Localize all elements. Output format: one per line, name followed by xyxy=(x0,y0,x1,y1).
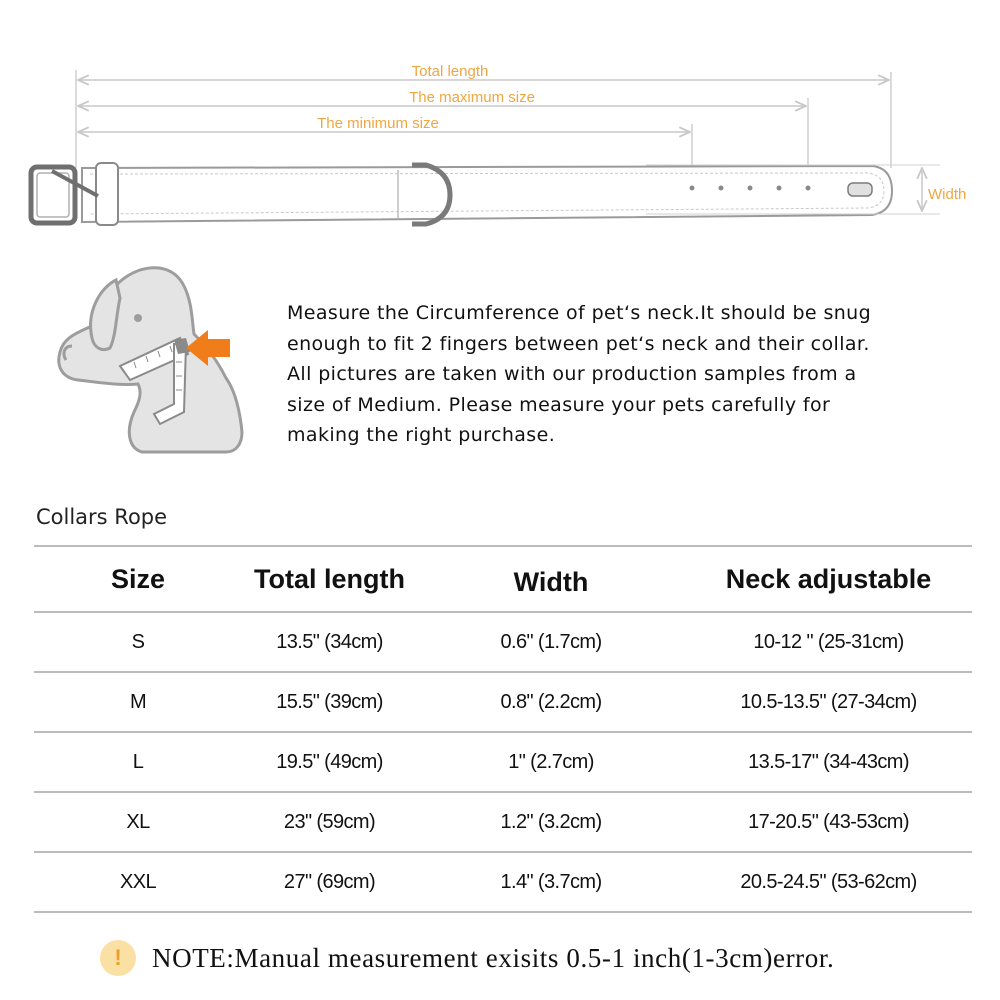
collar-illustration xyxy=(31,163,892,225)
minimum-size-label: The minimum size xyxy=(317,115,439,132)
collar-measurement-diagram xyxy=(0,0,1000,240)
instruction-line: All pictures are taken with our production samples from a xyxy=(287,363,857,385)
cell-width: 0.8" (2.2cm) xyxy=(417,672,685,732)
instruction-line: Measure the Circumference of pet‘s neck.It should be snug xyxy=(287,302,872,324)
cell-total-length: 15.5" (39cm) xyxy=(242,672,417,732)
table-header-row xyxy=(34,546,972,612)
cell-neck-adjustable: 10-12 " (25-31cm) xyxy=(685,612,972,672)
maximum-size-label: The maximum size xyxy=(409,89,535,106)
exclamation-icon: ! xyxy=(100,940,136,976)
cell-width: 1.2" (3.2cm) xyxy=(417,792,685,852)
width-label: Width xyxy=(928,186,967,203)
cell-neck-adjustable: 17-20.5" (43-53cm) xyxy=(685,792,972,852)
cell-size: L xyxy=(34,732,242,792)
table-row xyxy=(34,852,972,912)
total-length-label: Total length xyxy=(411,63,489,80)
cell-total-length: 13.5" (34cm) xyxy=(242,612,417,672)
cell-size: M xyxy=(34,672,242,732)
cell-neck-adjustable: 10.5-13.5" (27-34cm) xyxy=(685,672,972,732)
header-neck-adjustable: Neck adjustable xyxy=(685,546,972,612)
note xyxy=(100,938,834,978)
header-total-length: Total length xyxy=(242,546,417,612)
cell-size: S xyxy=(34,612,242,672)
dog-neck-measure-illustration xyxy=(50,262,260,462)
cell-total-length: 19.5" (49cm) xyxy=(242,732,417,792)
instruction-line: making the right purchase. xyxy=(287,424,556,446)
measurement-instructions xyxy=(287,298,947,451)
table-row xyxy=(34,732,972,792)
cell-neck-adjustable: 13.5-17" (34-43cm) xyxy=(685,732,972,792)
cell-neck-adjustable: 20.5-24.5" (53-62cm) xyxy=(685,852,972,912)
note-text: NOTE:Manual measurement exisits 0.5-1 inch(1-3cm)error. xyxy=(152,942,835,973)
instruction-line: enough to fit 2 fingers between pet‘s neck and their collar. xyxy=(287,332,870,355)
header-width: Width xyxy=(417,546,685,612)
table-title: Collars Rope xyxy=(36,505,168,529)
cell-total-length: 23" (59cm) xyxy=(242,792,417,852)
table-row xyxy=(34,672,972,732)
header-size: Size xyxy=(34,546,242,612)
table-row xyxy=(34,612,972,672)
cell-size: XXL xyxy=(34,852,242,912)
cell-total-length: 27" (69cm) xyxy=(242,852,417,912)
cell-width: 1.4" (3.7cm) xyxy=(417,852,685,912)
size-chart-table xyxy=(34,545,972,913)
cell-width: 0.6" (1.7cm) xyxy=(417,612,685,672)
table-row xyxy=(34,792,972,852)
instruction-line: size of Medium. Please measure your pets carefully for xyxy=(287,393,831,416)
cell-width: 1" (2.7cm) xyxy=(417,732,685,792)
cell-size: XL xyxy=(34,792,242,852)
